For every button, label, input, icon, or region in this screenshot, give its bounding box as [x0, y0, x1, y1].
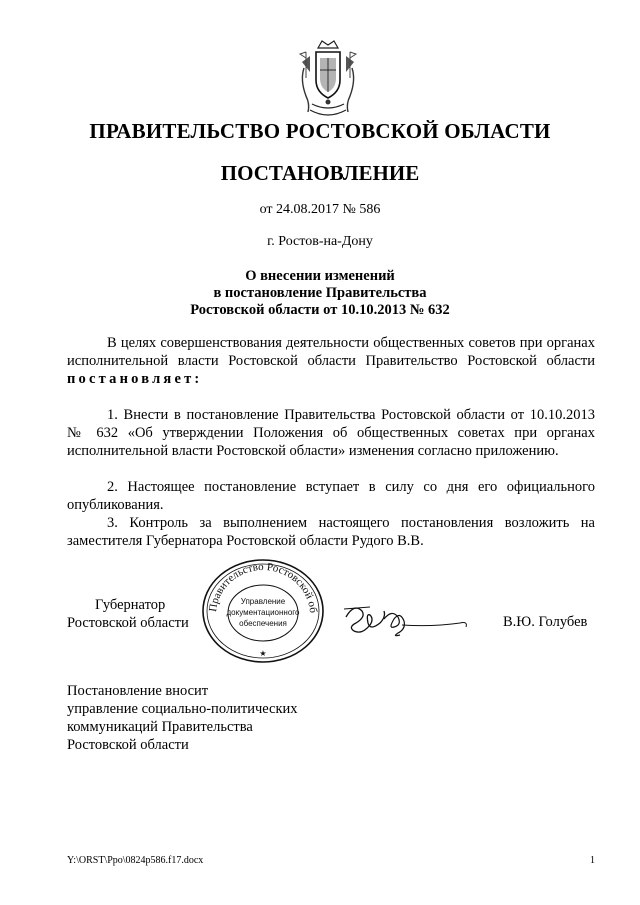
item-2-paragraph: 2. Настоящее постановление вступает в силу со дня его официального опубликования.: [67, 479, 595, 513]
submitted-by-line-3: коммуникаций Правительства: [67, 719, 253, 735]
subject-line-1: О внесении изменений: [245, 268, 395, 284]
submitted-by-line-4: Ростовской области: [67, 737, 189, 753]
official-seal: [198, 557, 328, 665]
seal-center-line-1: Управление: [240, 597, 286, 606]
organization-title: ПРАВИТЕЛЬСТВО РОСТОВСКОЙ ОБЛАСТИ: [89, 119, 551, 143]
page-number: 1: [590, 855, 595, 866]
subject-line-3: Ростовской области от 10.10.2013 № 632: [190, 302, 450, 318]
item-1-paragraph: 1. Внести в постановление Правительства Ростовской области от 10.10.2013 № 632 «Об утверждении Положения об общественных советах при органах исполнительной власти Ростовской области» изменения согласно приложению.: [67, 407, 595, 459]
signatory-position-line-1: Губернатор: [95, 597, 166, 613]
handwritten-signature: [340, 597, 472, 645]
item-3-paragraph: 3. Контроль за выполнением настоящего постановления возложить на заместителя Губернатора Ростовской области Рудого В.В.: [67, 515, 595, 549]
seal-star-icon: ★: [259, 649, 267, 658]
resolves-emphasis: постановляет:: [67, 371, 203, 387]
seal-ring-text: Правительство Ростовской об: [207, 560, 319, 614]
signatory-name: В.Ю. Голубев: [503, 614, 588, 630]
coat-of-arms-icon: [296, 38, 360, 120]
submitted-by-line-1: Постановление вносит: [67, 683, 209, 699]
file-path: Y:\ORST\Ppo\0824p586.f17.docx: [67, 855, 204, 866]
document-type: ПОСТАНОВЛЕНИЕ: [220, 161, 420, 185]
seal-center-line-2: документационного: [226, 608, 300, 617]
submitted-by: [67, 682, 298, 754]
submitted-by-line-2: управление социально-политических: [67, 701, 298, 717]
preamble-paragraph: [67, 334, 595, 388]
signatory-position: [67, 596, 189, 632]
subject-heading: [0, 268, 640, 319]
subject-line-2: в постановление Правительства: [213, 285, 427, 301]
document-date-number: от 24.08.2017 № 586: [259, 202, 381, 217]
preamble-text: В целях совершенствования деятельности общественных советов при органах исполнительной власти Ростовской области Правительство Ростовской области: [67, 335, 595, 369]
signatory-position-line-2: Ростовской области: [67, 615, 189, 631]
document-city: г. Ростов-на-Дону: [267, 234, 373, 249]
seal-center-line-3: обеспечения: [239, 619, 287, 628]
